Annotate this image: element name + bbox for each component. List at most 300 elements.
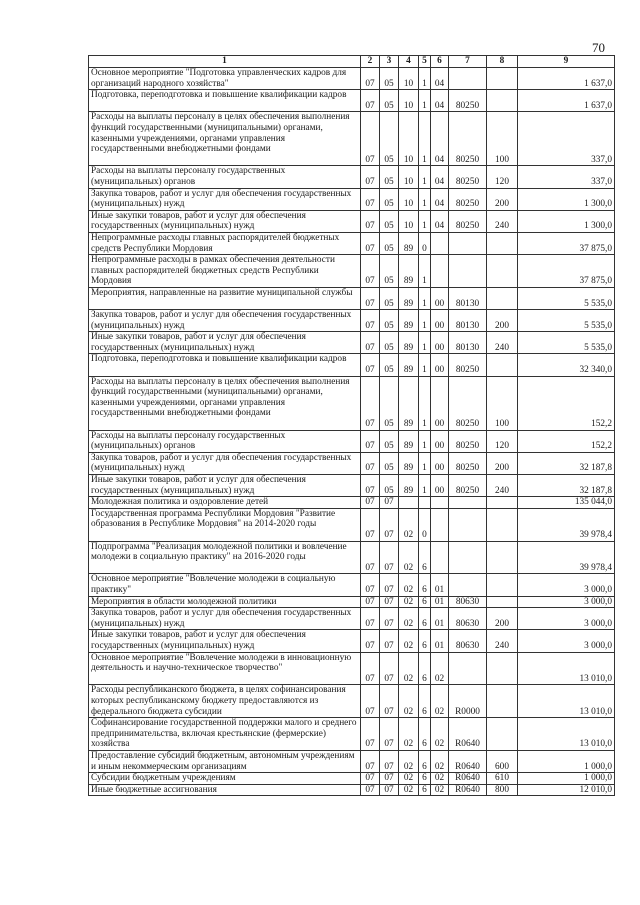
event-code-cell: 02 bbox=[431, 784, 449, 796]
program-code-cell: 02 bbox=[399, 541, 419, 574]
subprogram-code-cell: 1 bbox=[419, 430, 431, 452]
program-code-cell: 10 bbox=[399, 188, 419, 210]
direction-code-cell: 80250 bbox=[449, 452, 487, 474]
direction-code-cell: 80250 bbox=[449, 430, 487, 452]
row-name-cell: Иные закупки товаров, работ и услуг для обеспечения государственных (муниципальных) нужд bbox=[89, 475, 361, 497]
expense-type-code-cell bbox=[487, 255, 518, 288]
program-code-cell: 02 bbox=[399, 630, 419, 652]
row-name-cell: Основное мероприятие "Вовлечение молодежи в инновационную деятельность и научно-техническое творчество" bbox=[89, 652, 361, 685]
subsection-code-cell: 07 bbox=[380, 784, 399, 796]
subprogram-code-cell: 1 bbox=[419, 354, 431, 376]
amount-cell: 5 535,0 bbox=[518, 310, 615, 332]
direction-code-cell: R0640 bbox=[449, 784, 487, 796]
program-code-cell: 02 bbox=[399, 574, 419, 596]
subprogram-code-cell: 6 bbox=[419, 685, 431, 718]
amount-cell: 1 000,0 bbox=[518, 750, 615, 772]
subsection-code-cell: 05 bbox=[380, 188, 399, 210]
program-code-cell: 89 bbox=[399, 354, 419, 376]
row-name-cell: Мероприятия, направленные на развитие муниципальной службы bbox=[89, 287, 361, 309]
section-code-cell: 07 bbox=[361, 310, 380, 332]
direction-code-cell: 80630 bbox=[449, 630, 487, 652]
event-code-cell: 04 bbox=[431, 188, 449, 210]
direction-code-cell: 80250 bbox=[449, 112, 487, 166]
subsection-code-cell: 07 bbox=[380, 773, 399, 785]
subsection-code-cell: 05 bbox=[380, 90, 399, 112]
subsection-code-cell: 05 bbox=[380, 112, 399, 166]
table-row bbox=[89, 376, 615, 430]
subsection-code-cell: 07 bbox=[380, 508, 399, 541]
event-code-cell: 00 bbox=[431, 452, 449, 474]
program-code-cell: 10 bbox=[399, 210, 419, 232]
subsection-code-cell: 07 bbox=[380, 497, 399, 509]
subsection-code-cell: 07 bbox=[380, 574, 399, 596]
amount-cell: 32 187,8 bbox=[518, 475, 615, 497]
event-code-cell: 00 bbox=[431, 475, 449, 497]
event-code-cell: 01 bbox=[431, 574, 449, 596]
expense-type-code-cell: 240 bbox=[487, 630, 518, 652]
section-code-cell: 07 bbox=[361, 630, 380, 652]
amount-cell: 1 300,0 bbox=[518, 210, 615, 232]
program-code-cell: 02 bbox=[399, 773, 419, 785]
table-row bbox=[89, 310, 615, 332]
col-header-5: 5 bbox=[419, 56, 431, 68]
program-code-cell: 10 bbox=[399, 90, 419, 112]
expense-type-code-cell: 100 bbox=[487, 376, 518, 430]
table-row bbox=[89, 332, 615, 354]
table-row bbox=[89, 354, 615, 376]
amount-cell: 13 010,0 bbox=[518, 718, 615, 751]
event-code-cell bbox=[431, 497, 449, 509]
amount-cell: 13 010,0 bbox=[518, 652, 615, 685]
section-code-cell: 07 bbox=[361, 188, 380, 210]
expense-type-code-cell: 240 bbox=[487, 210, 518, 232]
table-row bbox=[89, 596, 615, 608]
subprogram-code-cell: 1 bbox=[419, 376, 431, 430]
section-code-cell: 07 bbox=[361, 750, 380, 772]
table-row bbox=[89, 608, 615, 630]
table-row bbox=[89, 188, 615, 210]
subsection-code-cell: 05 bbox=[380, 255, 399, 288]
expense-type-code-cell bbox=[487, 232, 518, 254]
amount-cell: 135 044,0 bbox=[518, 497, 615, 509]
section-code-cell: 07 bbox=[361, 376, 380, 430]
event-code-cell: 02 bbox=[431, 652, 449, 685]
subprogram-code-cell: 6 bbox=[419, 574, 431, 596]
expense-type-code-cell bbox=[487, 541, 518, 574]
direction-code-cell: 80250 bbox=[449, 210, 487, 232]
row-name-cell: Расходы на выплаты персоналу государственных (муниципальных) органов bbox=[89, 430, 361, 452]
expense-type-code-cell: 600 bbox=[487, 750, 518, 772]
subprogram-code-cell: 1 bbox=[419, 287, 431, 309]
col-header-3: 3 bbox=[380, 56, 399, 68]
subsection-code-cell: 07 bbox=[380, 750, 399, 772]
subprogram-code-cell: 6 bbox=[419, 750, 431, 772]
table-row bbox=[89, 508, 615, 541]
direction-code-cell bbox=[449, 541, 487, 574]
table-row bbox=[89, 112, 615, 166]
expense-type-code-cell bbox=[487, 652, 518, 685]
row-name-cell: Расходы на выплаты персоналу в целях обеспечения выполнения функций государственными (муниципальными) органами, казенными учреждениями, органами управления государственными внебюджетными фондами bbox=[89, 112, 361, 166]
row-name-cell: Подготовка, переподготовка и повышение квалификации кадров bbox=[89, 354, 361, 376]
direction-code-cell: 80130 bbox=[449, 287, 487, 309]
subprogram-code-cell: 1 bbox=[419, 452, 431, 474]
expense-type-code-cell bbox=[487, 508, 518, 541]
direction-code-cell bbox=[449, 652, 487, 685]
event-code-cell bbox=[431, 508, 449, 541]
program-code-cell: 02 bbox=[399, 652, 419, 685]
event-code-cell: 01 bbox=[431, 596, 449, 608]
expense-type-code-cell: 610 bbox=[487, 773, 518, 785]
row-name-cell: Молодежная политика и оздоровление детей bbox=[89, 497, 361, 509]
program-code-cell: 02 bbox=[399, 784, 419, 796]
table-row bbox=[89, 255, 615, 288]
amount-cell: 337,0 bbox=[518, 112, 615, 166]
section-code-cell: 07 bbox=[361, 541, 380, 574]
expense-type-code-cell: 120 bbox=[487, 430, 518, 452]
amount-cell: 1 637,0 bbox=[518, 68, 615, 90]
expense-type-code-cell: 200 bbox=[487, 188, 518, 210]
col-header-8: 8 bbox=[487, 56, 518, 68]
expense-type-code-cell: 200 bbox=[487, 452, 518, 474]
subsection-code-cell: 05 bbox=[380, 210, 399, 232]
table-row bbox=[89, 773, 615, 785]
program-code-cell: 02 bbox=[399, 718, 419, 751]
table-row bbox=[89, 652, 615, 685]
amount-cell: 1 637,0 bbox=[518, 90, 615, 112]
event-code-cell: 00 bbox=[431, 287, 449, 309]
table-row bbox=[89, 630, 615, 652]
table-row bbox=[89, 287, 615, 309]
direction-code-cell: 80250 bbox=[449, 188, 487, 210]
subprogram-code-cell: 1 bbox=[419, 112, 431, 166]
table-row bbox=[89, 166, 615, 188]
event-code-cell: 04 bbox=[431, 166, 449, 188]
section-code-cell: 07 bbox=[361, 332, 380, 354]
program-code-cell: 89 bbox=[399, 287, 419, 309]
row-name-cell: Закупка товаров, работ и услуг для обеспечения государственных (муниципальных) нужд bbox=[89, 310, 361, 332]
event-code-cell: 04 bbox=[431, 210, 449, 232]
expense-type-code-cell: 240 bbox=[487, 475, 518, 497]
event-code-cell: 02 bbox=[431, 718, 449, 751]
program-code-cell: 02 bbox=[399, 508, 419, 541]
subprogram-code-cell bbox=[419, 497, 431, 509]
expense-type-code-cell bbox=[487, 685, 518, 718]
direction-code-cell bbox=[449, 508, 487, 541]
direction-code-cell bbox=[449, 68, 487, 90]
subsection-code-cell: 07 bbox=[380, 685, 399, 718]
amount-cell: 32 187,8 bbox=[518, 452, 615, 474]
section-code-cell: 07 bbox=[361, 718, 380, 751]
expense-type-code-cell bbox=[487, 718, 518, 751]
row-name-cell: Мероприятия в области молодежной политики bbox=[89, 596, 361, 608]
subprogram-code-cell: 1 bbox=[419, 188, 431, 210]
expense-type-code-cell: 120 bbox=[487, 166, 518, 188]
event-code-cell bbox=[431, 541, 449, 574]
table-row bbox=[89, 90, 615, 112]
program-code-cell: 02 bbox=[399, 608, 419, 630]
row-name-cell: Основное мероприятие "Подготовка управленческих кадров для организаций народного хозяйства" bbox=[89, 68, 361, 90]
subprogram-code-cell: 1 bbox=[419, 310, 431, 332]
direction-code-cell: 80130 bbox=[449, 310, 487, 332]
direction-code-cell bbox=[449, 232, 487, 254]
table-row bbox=[89, 430, 615, 452]
subprogram-code-cell: 6 bbox=[419, 630, 431, 652]
amount-cell: 37 875,0 bbox=[518, 255, 615, 288]
amount-cell: 3 000,0 bbox=[518, 608, 615, 630]
section-code-cell: 07 bbox=[361, 508, 380, 541]
section-code-cell: 07 bbox=[361, 354, 380, 376]
amount-cell: 152,2 bbox=[518, 376, 615, 430]
subprogram-code-cell: 0 bbox=[419, 508, 431, 541]
subprogram-code-cell: 6 bbox=[419, 652, 431, 685]
expense-type-code-cell bbox=[487, 596, 518, 608]
subsection-code-cell: 07 bbox=[380, 718, 399, 751]
program-code-cell: 89 bbox=[399, 452, 419, 474]
table-row bbox=[89, 541, 615, 574]
direction-code-cell: 80250 bbox=[449, 376, 487, 430]
direction-code-cell: 80130 bbox=[449, 332, 487, 354]
subsection-code-cell: 05 bbox=[380, 430, 399, 452]
section-code-cell: 07 bbox=[361, 210, 380, 232]
direction-code-cell: R0640 bbox=[449, 718, 487, 751]
table-row bbox=[89, 452, 615, 474]
direction-code-cell: 80250 bbox=[449, 90, 487, 112]
budget-table bbox=[88, 55, 615, 796]
program-code-cell: 02 bbox=[399, 596, 419, 608]
table-row bbox=[89, 784, 615, 796]
amount-cell: 32 340,0 bbox=[518, 354, 615, 376]
subsection-code-cell: 05 bbox=[380, 232, 399, 254]
event-code-cell: 01 bbox=[431, 630, 449, 652]
table-row bbox=[89, 497, 615, 509]
table-row bbox=[89, 210, 615, 232]
direction-code-cell: R0000 bbox=[449, 685, 487, 718]
section-code-cell: 07 bbox=[361, 652, 380, 685]
program-code-cell: 89 bbox=[399, 310, 419, 332]
row-name-cell: Закупка товаров, работ и услуг для обеспечения государственных (муниципальных) нужд bbox=[89, 452, 361, 474]
program-code-cell: 10 bbox=[399, 68, 419, 90]
subprogram-code-cell: 6 bbox=[419, 596, 431, 608]
section-code-cell: 07 bbox=[361, 232, 380, 254]
subsection-code-cell: 05 bbox=[380, 354, 399, 376]
event-code-cell: 04 bbox=[431, 68, 449, 90]
amount-cell: 3 000,0 bbox=[518, 574, 615, 596]
row-name-cell: Субсидии бюджетным учреждениям bbox=[89, 773, 361, 785]
amount-cell: 5 535,0 bbox=[518, 287, 615, 309]
subprogram-code-cell: 1 bbox=[419, 255, 431, 288]
event-code-cell: 04 bbox=[431, 112, 449, 166]
subsection-code-cell: 07 bbox=[380, 630, 399, 652]
program-code-cell: 89 bbox=[399, 376, 419, 430]
subsection-code-cell: 07 bbox=[380, 652, 399, 685]
row-name-cell: Расходы республиканского бюджета, в целях софинансирования которых республиканскому бюджету предоставляются из федерального бюджета субсидии bbox=[89, 685, 361, 718]
event-code-cell bbox=[431, 232, 449, 254]
subprogram-code-cell: 6 bbox=[419, 718, 431, 751]
amount-cell: 152,2 bbox=[518, 430, 615, 452]
row-name-cell: Государственная программа Республики Мордовия "Развитие образования в Республике Мордовия" на 2014-2020 годы bbox=[89, 508, 361, 541]
subsection-code-cell: 05 bbox=[380, 376, 399, 430]
row-name-cell: Подготовка, переподготовка и повышение квалификации кадров bbox=[89, 90, 361, 112]
direction-code-cell: R0640 bbox=[449, 750, 487, 772]
event-code-cell: 00 bbox=[431, 310, 449, 332]
amount-cell: 3 000,0 bbox=[518, 596, 615, 608]
event-code-cell: 00 bbox=[431, 430, 449, 452]
section-code-cell: 07 bbox=[361, 68, 380, 90]
subsection-code-cell: 05 bbox=[380, 475, 399, 497]
expense-type-code-cell: 200 bbox=[487, 608, 518, 630]
col-header-2: 2 bbox=[361, 56, 380, 68]
event-code-cell: 00 bbox=[431, 354, 449, 376]
row-name-cell: Непрограммные расходы в рамках обеспечения деятельности главных распорядителей бюджетных средств Республики Мордовия bbox=[89, 255, 361, 288]
col-header-6: 6 bbox=[431, 56, 449, 68]
program-code-cell: 89 bbox=[399, 255, 419, 288]
table-row bbox=[89, 685, 615, 718]
event-code-cell: 00 bbox=[431, 332, 449, 354]
col-header-4: 4 bbox=[399, 56, 419, 68]
row-name-cell: Предоставление субсидий бюджетным, автономным учреждениям и иным некоммерческим организациям bbox=[89, 750, 361, 772]
col-header-1: 1 bbox=[89, 56, 361, 68]
table-row bbox=[89, 68, 615, 90]
event-code-cell: 02 bbox=[431, 685, 449, 718]
column-number-row bbox=[89, 56, 615, 68]
amount-cell: 5 535,0 bbox=[518, 332, 615, 354]
subsection-code-cell: 05 bbox=[380, 332, 399, 354]
program-code-cell: 10 bbox=[399, 166, 419, 188]
event-code-cell: 02 bbox=[431, 773, 449, 785]
section-code-cell: 07 bbox=[361, 574, 380, 596]
event-code-cell: 00 bbox=[431, 376, 449, 430]
section-code-cell: 07 bbox=[361, 287, 380, 309]
subprogram-code-cell: 1 bbox=[419, 332, 431, 354]
subprogram-code-cell: 1 bbox=[419, 68, 431, 90]
subsection-code-cell: 05 bbox=[380, 310, 399, 332]
expense-type-code-cell bbox=[487, 287, 518, 309]
table-row bbox=[89, 475, 615, 497]
table-row bbox=[89, 750, 615, 772]
direction-code-cell: 80250 bbox=[449, 166, 487, 188]
amount-cell: 3 000,0 bbox=[518, 630, 615, 652]
expense-type-code-cell: 100 bbox=[487, 112, 518, 166]
row-name-cell: Иные закупки товаров, работ и услуг для обеспечения государственных (муниципальных) нужд bbox=[89, 332, 361, 354]
subsection-code-cell: 07 bbox=[380, 596, 399, 608]
program-code-cell: 02 bbox=[399, 685, 419, 718]
amount-cell: 1 300,0 bbox=[518, 188, 615, 210]
program-code-cell: 89 bbox=[399, 430, 419, 452]
section-code-cell: 07 bbox=[361, 773, 380, 785]
row-name-cell: Иные закупки товаров, работ и услуг для обеспечения государственных (муниципальных) нужд bbox=[89, 210, 361, 232]
col-header-7: 7 bbox=[449, 56, 487, 68]
row-name-cell: Софинансирование государственной поддержки малого и среднего предпринимательства, включая крестьянские (фермерские) хозяйства bbox=[89, 718, 361, 751]
row-name-cell: Иные закупки товаров, работ и услуг для обеспечения государственных (муниципальных) нужд bbox=[89, 630, 361, 652]
row-name-cell: Основное мероприятие "Вовлечение молодежи в социальную практику" bbox=[89, 574, 361, 596]
direction-code-cell bbox=[449, 497, 487, 509]
program-code-cell: 02 bbox=[399, 750, 419, 772]
direction-code-cell bbox=[449, 574, 487, 596]
expense-type-code-cell bbox=[487, 574, 518, 596]
event-code-cell: 04 bbox=[431, 90, 449, 112]
row-name-cell: Подпрограмма "Реализация молодежной политики и вовлечение молодежи в социальную практику" на 2016-2020 годы bbox=[89, 541, 361, 574]
section-code-cell: 07 bbox=[361, 497, 380, 509]
subsection-code-cell: 05 bbox=[380, 452, 399, 474]
subprogram-code-cell: 6 bbox=[419, 773, 431, 785]
event-code-cell: 02 bbox=[431, 750, 449, 772]
section-code-cell: 07 bbox=[361, 608, 380, 630]
subsection-code-cell: 05 bbox=[380, 166, 399, 188]
section-code-cell: 07 bbox=[361, 255, 380, 288]
table-row bbox=[89, 718, 615, 751]
amount-cell: 337,0 bbox=[518, 166, 615, 188]
subprogram-code-cell: 6 bbox=[419, 784, 431, 796]
subprogram-code-cell: 0 bbox=[419, 232, 431, 254]
event-code-cell: 01 bbox=[431, 608, 449, 630]
section-code-cell: 07 bbox=[361, 685, 380, 718]
expense-type-code-cell bbox=[487, 68, 518, 90]
expense-type-code-cell: 240 bbox=[487, 332, 518, 354]
row-name-cell: Расходы на выплаты персоналу государственных (муниципальных) органов bbox=[89, 166, 361, 188]
direction-code-cell: 80250 bbox=[449, 354, 487, 376]
direction-code-cell: R0640 bbox=[449, 773, 487, 785]
page-number: 70 bbox=[592, 40, 605, 55]
program-code-cell: 89 bbox=[399, 332, 419, 354]
section-code-cell: 07 bbox=[361, 784, 380, 796]
direction-code-cell: 80630 bbox=[449, 608, 487, 630]
direction-code-cell: 80630 bbox=[449, 596, 487, 608]
program-code-cell: 10 bbox=[399, 112, 419, 166]
amount-cell: 37 875,0 bbox=[518, 232, 615, 254]
row-name-cell: Непрограммные расходы главных распорядителей бюджетных средств Республики Мордовия bbox=[89, 232, 361, 254]
section-code-cell: 07 bbox=[361, 112, 380, 166]
section-code-cell: 07 bbox=[361, 596, 380, 608]
subsection-code-cell: 07 bbox=[380, 541, 399, 574]
program-code-cell bbox=[399, 497, 419, 509]
col-header-9: 9 bbox=[518, 56, 615, 68]
subsection-code-cell: 05 bbox=[380, 68, 399, 90]
row-name-cell: Расходы на выплаты персоналу в целях обеспечения выполнения функций государственными (муниципальными) органами, казенными учреждениями, органами управления государственными внебюджетными фондами bbox=[89, 376, 361, 430]
expense-type-code-cell bbox=[487, 90, 518, 112]
row-name-cell: Закупка товаров, работ и услуг для обеспечения государственных (муниципальных) нужд bbox=[89, 188, 361, 210]
event-code-cell bbox=[431, 255, 449, 288]
expense-type-code-cell: 800 bbox=[487, 784, 518, 796]
table-row bbox=[89, 574, 615, 596]
amount-cell: 39 978,4 bbox=[518, 541, 615, 574]
subprogram-code-cell: 1 bbox=[419, 210, 431, 232]
budget-table-body bbox=[89, 68, 615, 796]
program-code-cell: 89 bbox=[399, 232, 419, 254]
subprogram-code-cell: 1 bbox=[419, 166, 431, 188]
subprogram-code-cell: 6 bbox=[419, 608, 431, 630]
expense-type-code-cell bbox=[487, 354, 518, 376]
section-code-cell: 07 bbox=[361, 475, 380, 497]
section-code-cell: 07 bbox=[361, 90, 380, 112]
subsection-code-cell: 05 bbox=[380, 287, 399, 309]
subsection-code-cell: 07 bbox=[380, 608, 399, 630]
section-code-cell: 07 bbox=[361, 166, 380, 188]
subprogram-code-cell: 6 bbox=[419, 541, 431, 574]
amount-cell: 1 000,0 bbox=[518, 773, 615, 785]
direction-code-cell bbox=[449, 255, 487, 288]
table-row bbox=[89, 232, 615, 254]
row-name-cell: Иные бюджетные ассигнования bbox=[89, 784, 361, 796]
direction-code-cell: 80250 bbox=[449, 475, 487, 497]
amount-cell: 39 978,4 bbox=[518, 508, 615, 541]
expense-type-code-cell: 200 bbox=[487, 310, 518, 332]
amount-cell: 12 010,0 bbox=[518, 784, 615, 796]
section-code-cell: 07 bbox=[361, 452, 380, 474]
program-code-cell: 89 bbox=[399, 475, 419, 497]
subprogram-code-cell: 1 bbox=[419, 90, 431, 112]
subprogram-code-cell: 1 bbox=[419, 475, 431, 497]
section-code-cell: 07 bbox=[361, 430, 380, 452]
